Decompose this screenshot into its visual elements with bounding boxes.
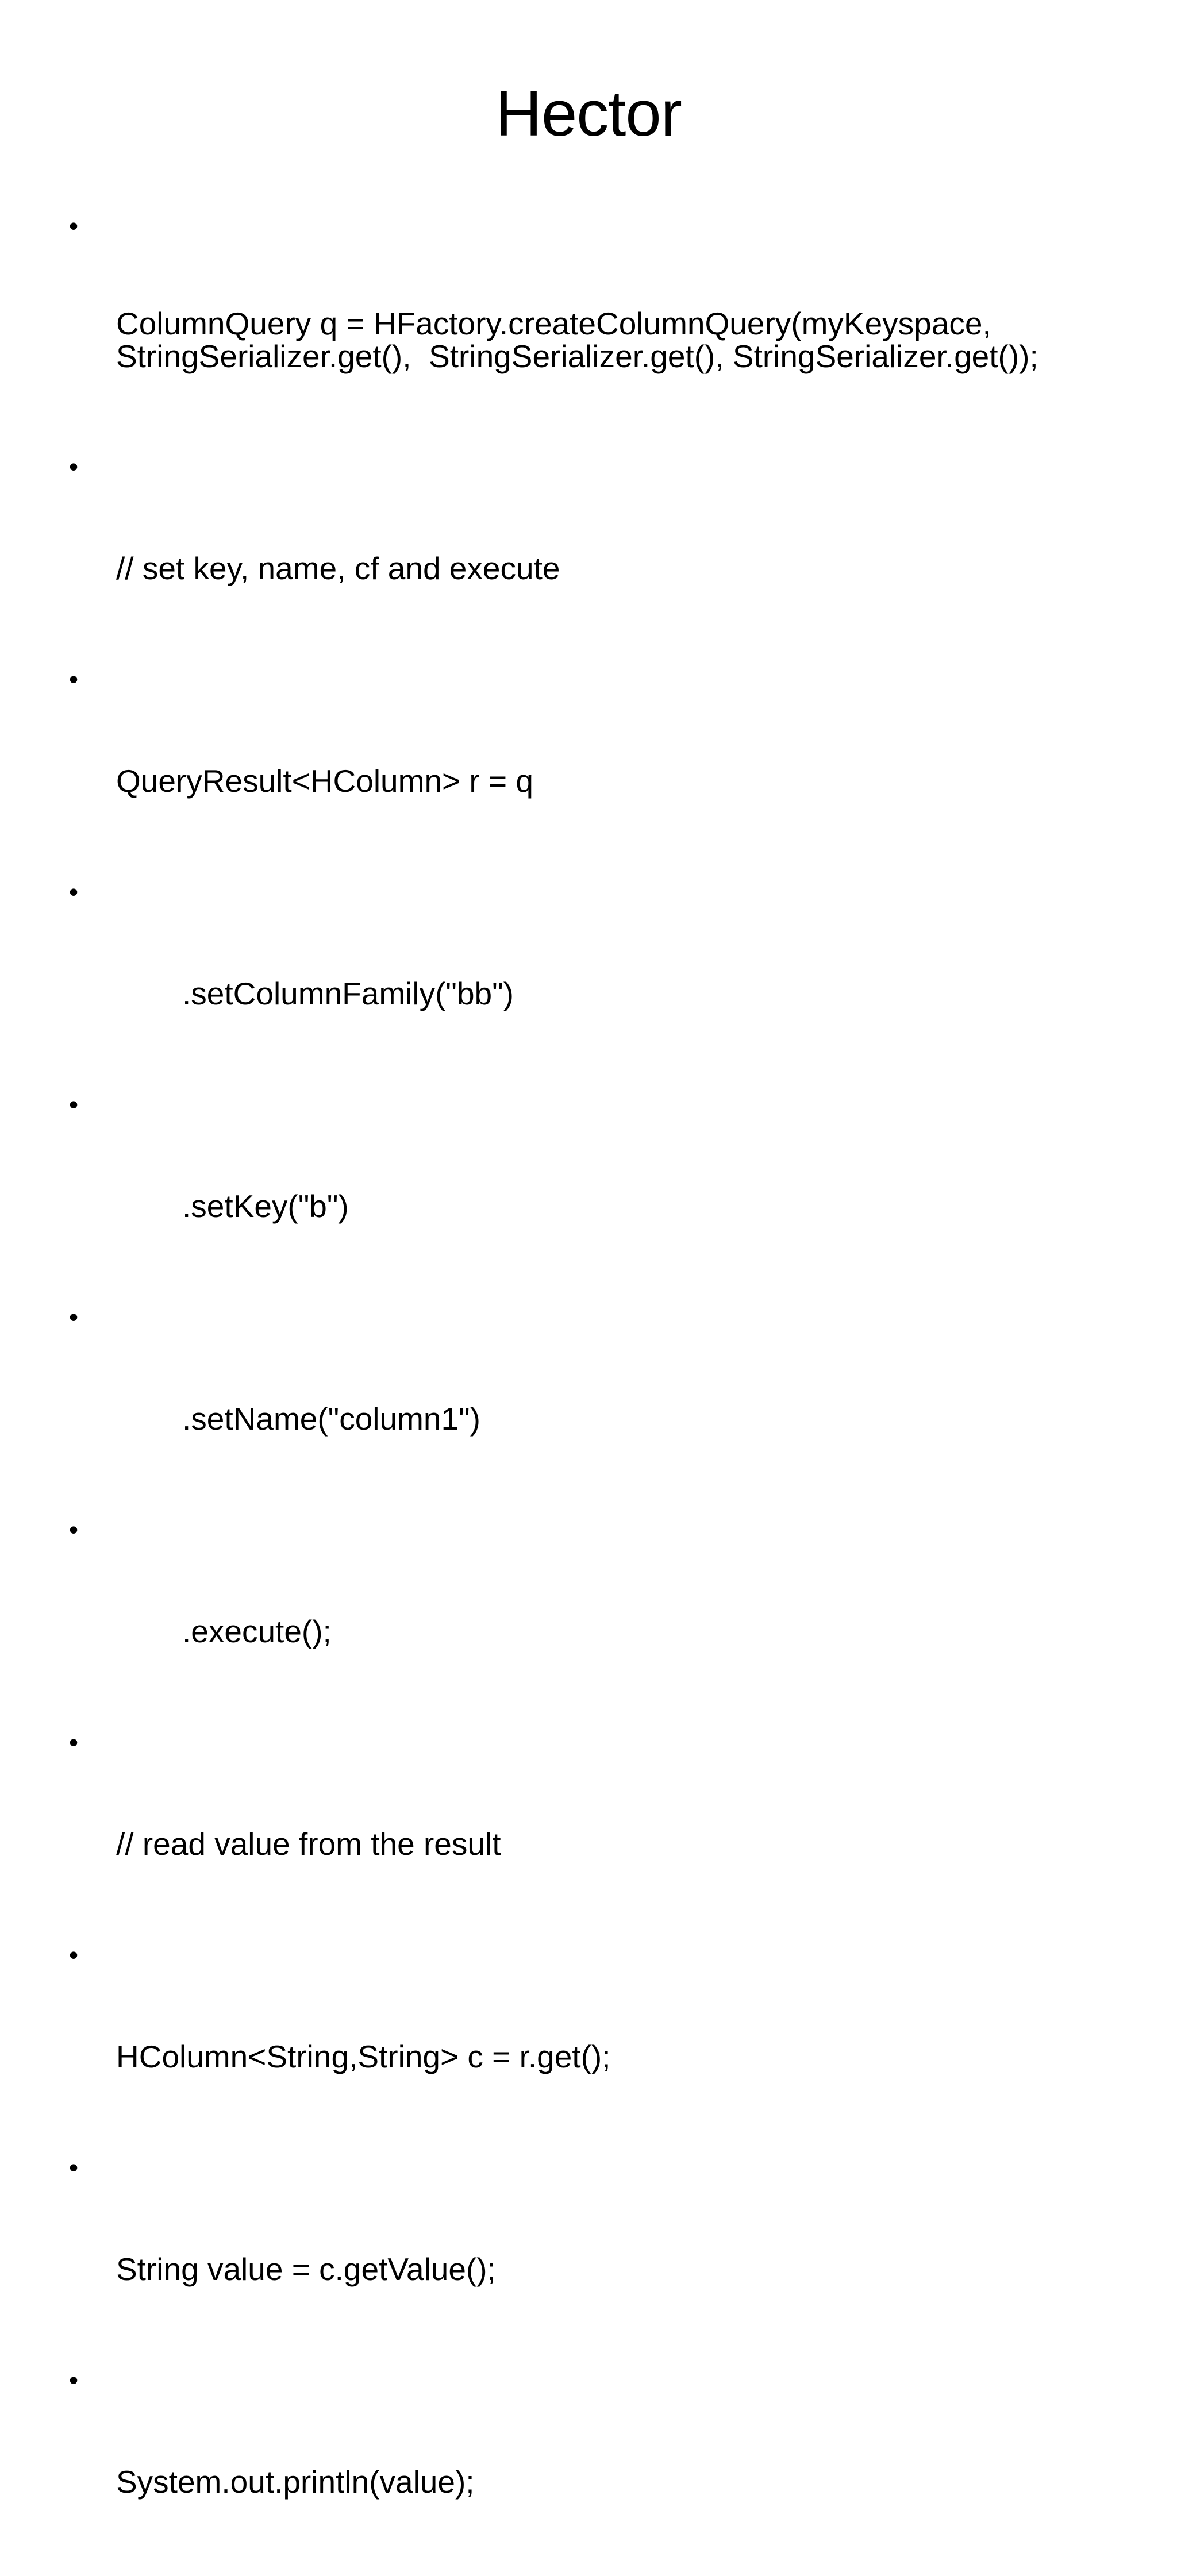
bullet-dot-icon: •	[69, 1940, 79, 1970]
bullet-item	[0, 450, 1177, 653]
bullet-dot-icon: •	[69, 877, 79, 907]
bullet-item	[0, 2363, 1177, 2567]
bullet-text: .setName("column1")	[182, 1401, 480, 1437]
bullet-dot-icon: •	[69, 1515, 79, 1545]
bullet-text: // read value from the result	[116, 1826, 501, 1862]
bullet-item	[0, 1726, 1177, 1929]
bullet-item	[0, 1938, 1177, 2142]
bullet-item	[0, 2151, 1177, 2354]
bullet-text: .setKey("b")	[182, 1188, 349, 1224]
bullet-dot-icon: •	[69, 2153, 79, 2182]
bullet-text: ColumnQuery q = HFactory.createColumnQuery(myKeyspace, StringSerializer.get(), StringSerializer.get(), StringSerializer.get());	[116, 306, 1038, 374]
bullet-text: HColumn<String,String> c = r.get();	[116, 2039, 611, 2074]
bullet-text: .setColumnFamily("bb")	[182, 976, 514, 1011]
bullet-dot-icon: •	[69, 1302, 79, 1332]
bullet-item	[0, 875, 1177, 1079]
bullet-dot-icon: •	[69, 211, 79, 241]
bullet-list	[0, 209, 1177, 2576]
bullet-dot-icon: •	[69, 452, 79, 482]
bullet-dot-icon: •	[69, 2365, 79, 2395]
bullet-item	[0, 1088, 1177, 1291]
bullet-item	[0, 209, 1177, 438]
slide-title: Hector	[495, 78, 682, 149]
bullet-text: QueryResult<HColumn> r = q	[116, 763, 534, 799]
bullet-text: System.out.println(value);	[116, 2464, 475, 2500]
bullet-item	[0, 1513, 1177, 1716]
bullet-text: String value = c.getValue();	[116, 2251, 496, 2287]
bullet-dot-icon: •	[69, 1727, 79, 1757]
bullet-item	[0, 1300, 1177, 1504]
bullet-text: .execute();	[182, 1614, 332, 1649]
bullet-dot-icon: •	[69, 664, 79, 694]
bullet-dot-icon: •	[69, 1089, 79, 1119]
bullet-text: // set key, name, cf and execute	[116, 550, 560, 586]
bullet-item	[0, 663, 1177, 866]
